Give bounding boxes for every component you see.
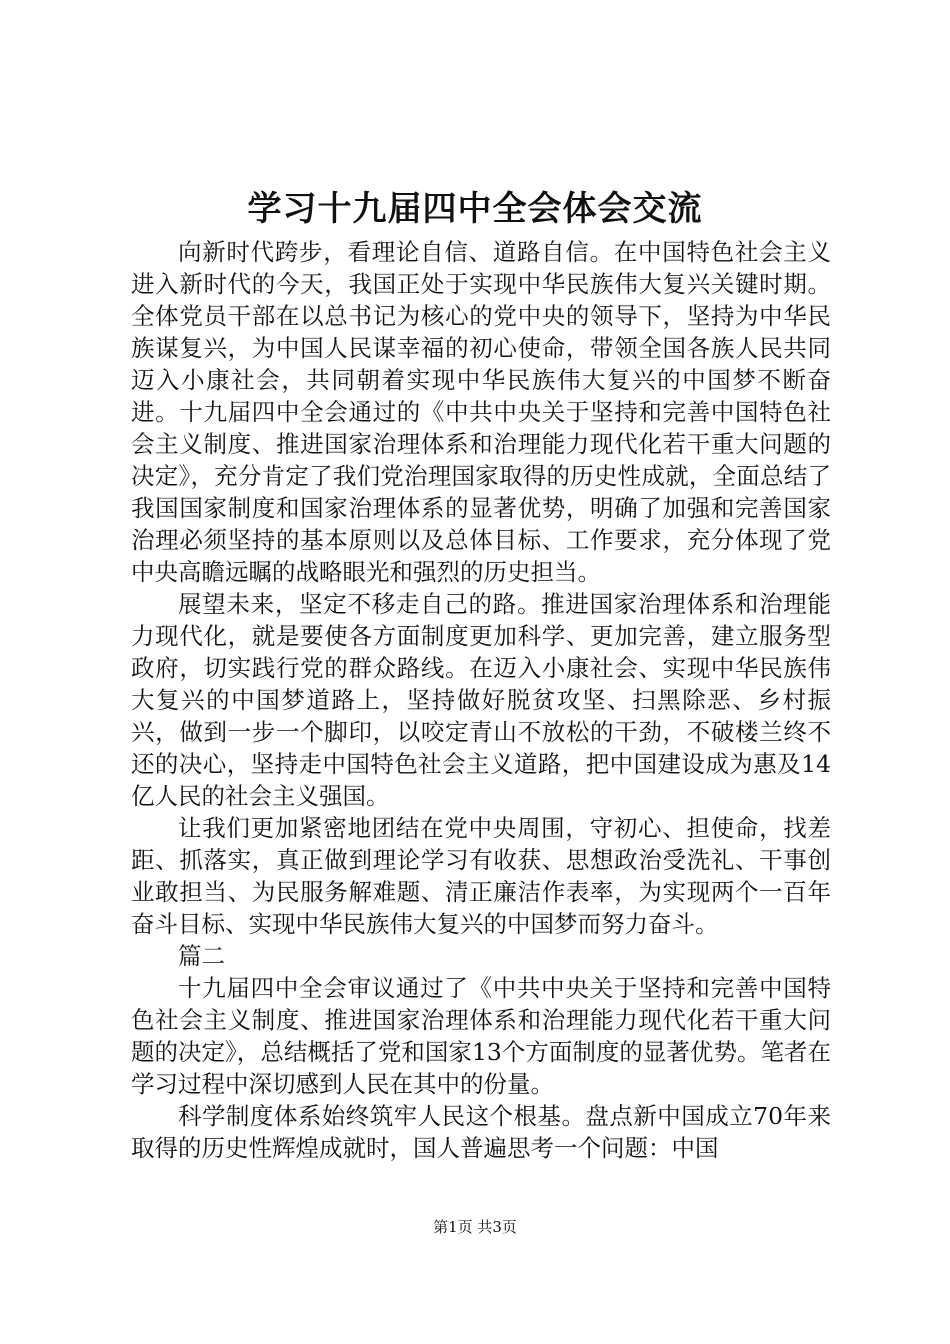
document-body — [131, 236, 831, 1164]
page-title: 学习十九届四中全会体会交流 — [247, 189, 703, 229]
paragraph: 让我们更加紧密地团结在党中央周围，守初心、担使命，找差距、抓落实，真正做到理论学习有收获、思想政治受洗礼、干事创业敢担当、为民服务解难题、清正廉洁作表率，为实现两个一百年奋斗目标、实现中华民族伟大复兴的中国梦而努力奋斗。 — [131, 814, 831, 938]
paragraph: 向新时代跨步，看理论自信、道路自信。在中国特色社会主义进入新时代的今天，我国正处于实现中华民族伟大复兴关键时期。全体党员干部在以总书记为核心的党中央的领导下，坚持为中华民族谋复兴，为中国人民谋幸福的初心使命，带领全国各族人民共同迈入小康社会，共同朝着实现中华民族伟大复兴的中国梦不断奋进。十九届四中全会通过的《中共中央关于坚持和完善中国特色社会主义制度、推进国家治理体系和治理能力现代化若干重大问题的决定》，充分肯定了我们党治理国家取得的历史性成就，全面总结了我国国家制度和国家治理体系的显著优势，明确了加强和完善国家治理必须坚持的基本原则以及总体目标、工作要求，充分体现了党中央高瞻远瞩的战略眼光和强烈的历史担当。 — [131, 238, 831, 586]
paragraph: 科学制度体系始终筑牢人民这个根基。盘点新中国成立70年来取得的历史性辉煌成就时，国人普遍思考一个问题：中国 — [131, 1102, 831, 1162]
paragraph: 展望未来，坚定不移走自己的路。推进国家治理体系和治理能力现代化，就是要使各方面制度更加科学、更加完善，建立服务型政府，切实践行党的群众路线。在迈入小康社会、实现中华民族伟大复兴的中国梦道路上，坚持做好脱贫攻坚、扫黑除恶、乡村振兴，做到一步一个脚印，以咬定青山不放松的干劲，不破楼兰终不还的决心，坚持走中国特色社会主义道路，把中国建设成为惠及14亿人民的社会主义强国。 — [131, 590, 831, 810]
page-footer: 第1页 共3页 — [433, 1218, 517, 1236]
paragraph: 十九届四中全会审议通过了《中共中央关于坚持和完善中国特色社会主义制度、推进国家治理体系和治理能力现代化若干重大问题的决定》，总结概括了党和国家13个方面制度的显著优势。笔者在学习过程中深切感到人民在其中的份量。 — [131, 974, 831, 1098]
section-heading: 篇二 — [178, 942, 225, 970]
